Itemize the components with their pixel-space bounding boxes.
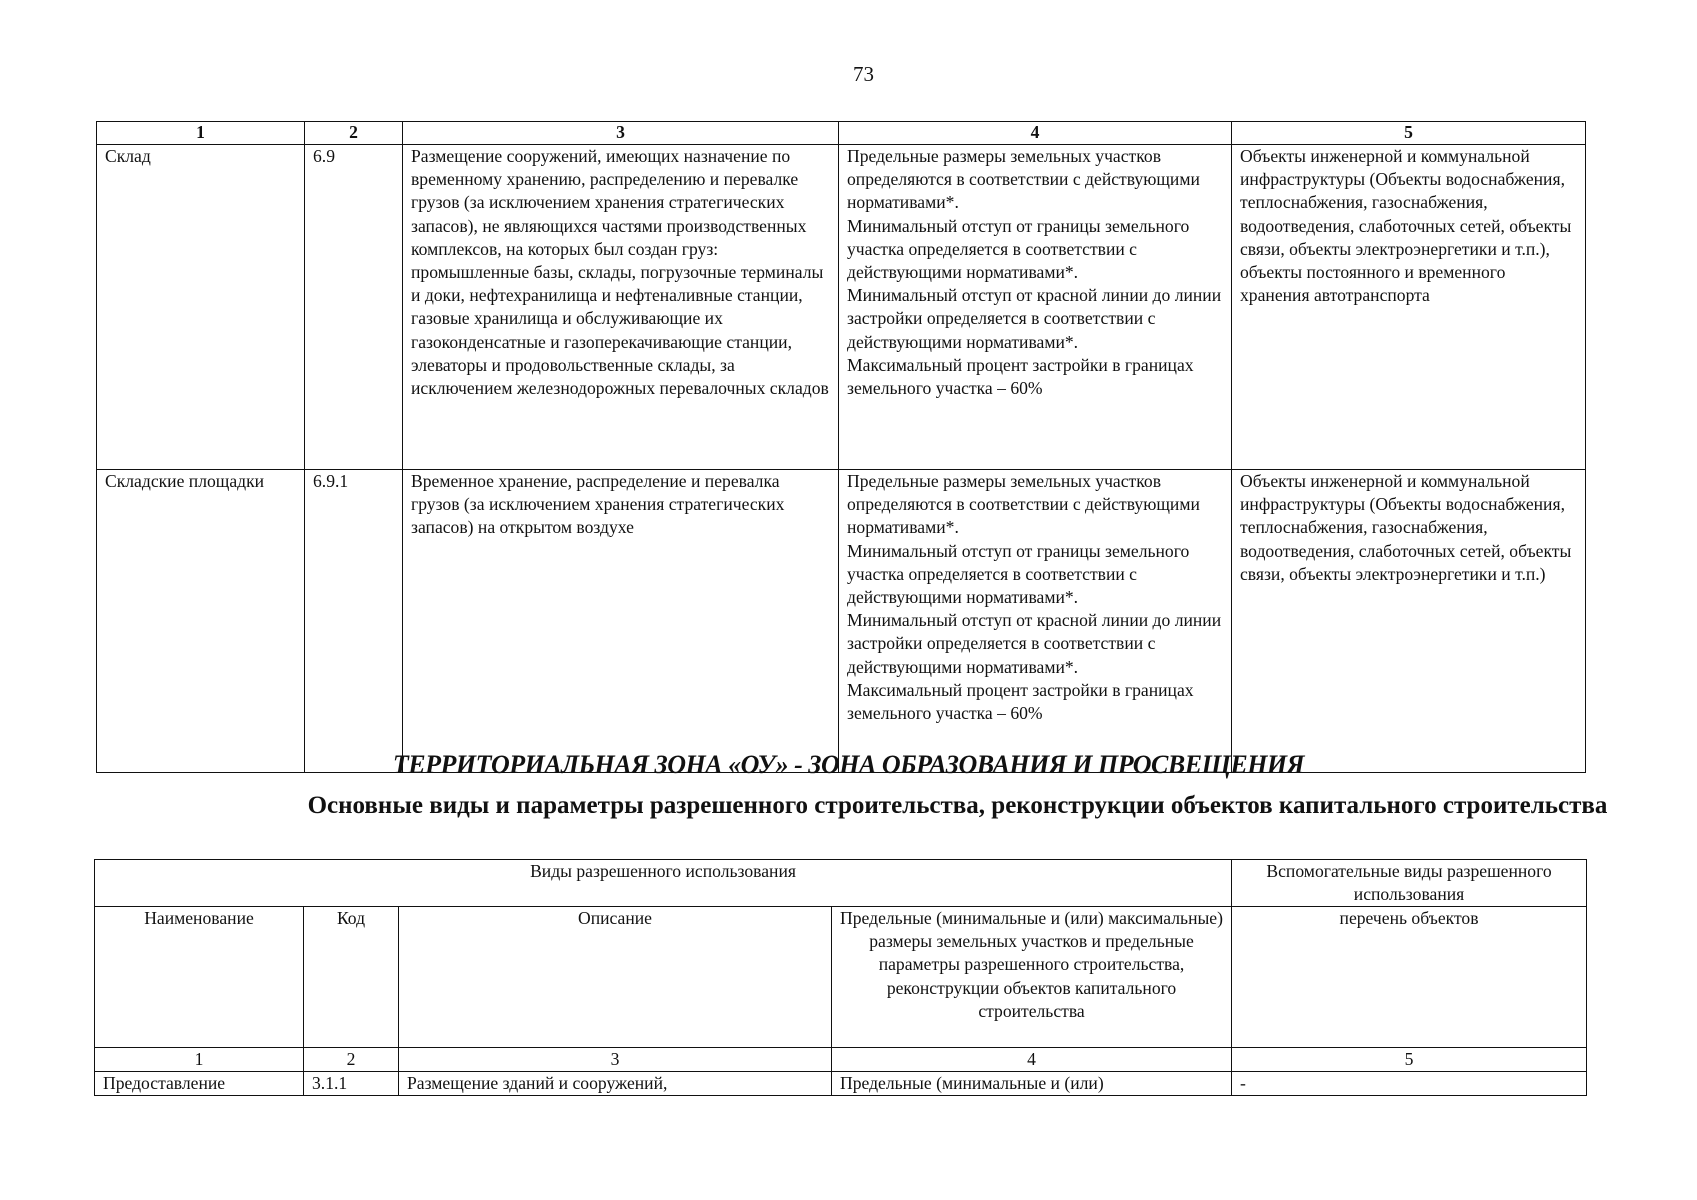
header-objects-list: перечень объектов — [1232, 907, 1587, 1048]
group-header-main-uses: Виды разрешенного использования — [95, 860, 1232, 907]
table-group-header-row — [95, 860, 1587, 907]
use-code: 6.9 — [305, 145, 403, 470]
table-row — [95, 1072, 1587, 1096]
use-parameters: Предельные размеры земельных участков определяются в соответствии с действующими нормативами*. Минимальный отступ от границы земельного участка определяется в соответствии с действующими нормативами*. Минимальный отступ от красной линии до линии застройки определяется в соответствии с действующими нормативами*. Максимальный процент застройки в границах земельного участка – 60% — [839, 470, 1232, 773]
column-number: 5 — [1232, 1048, 1587, 1072]
use-code: 3.1.1 — [304, 1072, 399, 1096]
table-column-numbers-row — [97, 122, 1586, 145]
auxiliary-objects: - — [1232, 1072, 1587, 1096]
table-header-row — [95, 907, 1587, 1048]
header-code: Код — [304, 907, 399, 1048]
header-parameters: Предельные (минимальные и (или) максимальные) размеры земельных участков и предельные параметры разрешенного строительства, реконструкции объектов капитального строительства — [832, 907, 1232, 1048]
table-row — [97, 145, 1586, 470]
use-description: Временное хранение, распределение и перевалка грузов (за исключением хранения стратегических запасов) на открытом воздухе — [403, 470, 839, 773]
column-number: 1 — [97, 122, 305, 145]
use-name: Складские площадки — [97, 470, 305, 773]
auxiliary-objects: Объекты инженерной и коммунальной инфраструктуры (Объекты водоснабжения, теплоснабжения, газоснабжения, водоотведения, слаботочных сетей, объекты связи, объекты электроэнергетики и т.п.), объекты постоянного и временного хранения автотранспорта — [1232, 145, 1586, 470]
use-parameters: Предельные размеры земельных участков определяются в соответствии с действующими нормативами*. Минимальный отступ от границы земельного участка определяется в соответствии с действующими нормативами*. Минимальный отступ от красной линии до линии застройки определяется в соответствии с действующими нормативами*. Максимальный процент застройки в границах земельного участка – 60% — [839, 145, 1232, 470]
use-code: 6.9.1 — [305, 470, 403, 773]
column-number: 2 — [304, 1048, 399, 1072]
column-number: 4 — [839, 122, 1232, 145]
column-number: 4 — [832, 1048, 1232, 1072]
use-description: Размещение сооружений, имеющих назначение по временному хранению, распределению и перевалке грузов (за исключением хранения стратегических запасов), не являющихся частями производственных комплексов, на которых был создан груз: промышленные базы, склады, погрузочные терминалы и доки, нефтехранилища и нефтеналивные станции, газовые хранилища и обслуживающие их газоконденсатные и газоперекачивающие станции, элеваторы и продовольственные склады, за исключением железнодорожных перевалочных складов — [403, 145, 839, 470]
use-parameters: Предельные (минимальные и (или) — [832, 1072, 1232, 1096]
table-education-zone-uses — [94, 859, 1587, 1096]
table-row — [97, 470, 1586, 773]
column-number: 1 — [95, 1048, 304, 1072]
page-number: 73 — [853, 62, 874, 86]
section-title: Основные виды и параметры разрешенного строительства, реконструкции объектов капитального строительства — [307, 792, 1608, 819]
header-name: Наименование — [95, 907, 304, 1048]
group-header-auxiliary-uses: Вспомогательные виды разрешенного использования — [1232, 860, 1587, 907]
column-number: 3 — [399, 1048, 832, 1072]
use-name: Предоставление — [95, 1072, 304, 1096]
header-description: Описание — [399, 907, 832, 1048]
table-land-use-warehouses — [96, 121, 1586, 773]
auxiliary-objects: Объекты инженерной и коммунальной инфраструктуры (Объекты водоснабжения, теплоснабжения, газоснабжения, водоотведения, слаботочных сетей, объекты связи, объекты электроэнергетики и т.п.) — [1232, 470, 1586, 773]
column-number: 3 — [403, 122, 839, 145]
table-column-numbers-row — [95, 1048, 1587, 1072]
column-number: 5 — [1232, 122, 1586, 145]
zone-title: ТЕРРИТОРИАЛЬНАЯ ЗОНА «ОУ» - ЗОНА ОБРАЗОВАНИЯ И ПРОСВЕЩЕНИЯ — [392, 750, 1305, 779]
column-number: 2 — [305, 122, 403, 145]
use-name: Склад — [97, 145, 305, 470]
use-description: Размещение зданий и сооружений, — [399, 1072, 832, 1096]
